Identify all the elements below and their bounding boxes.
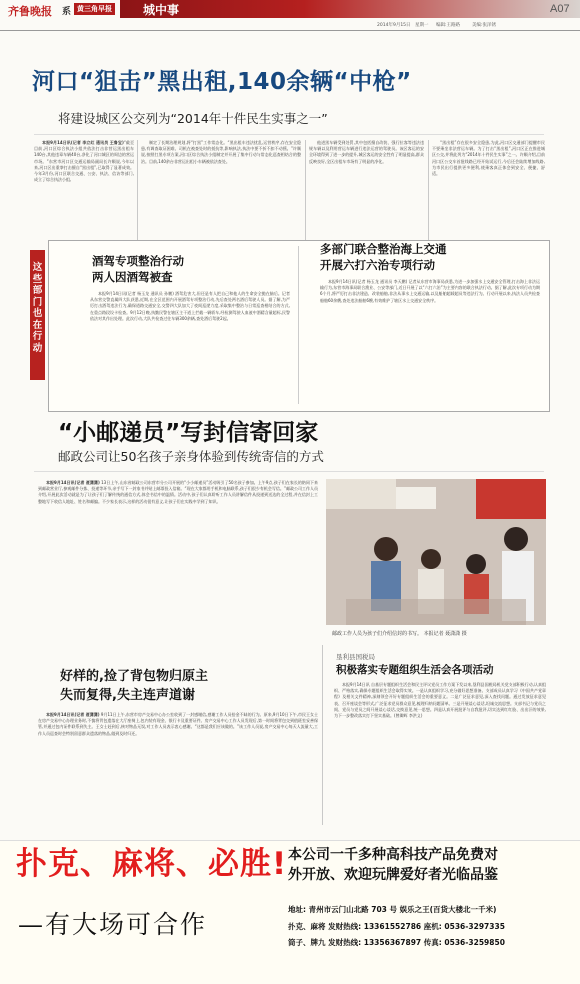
divider: [0, 30, 580, 31]
advert-row-item: 筒子、牌九: [288, 938, 326, 947]
party-story-body: [334, 682, 546, 822]
top-byline: 本报9月14日讯(记者 李立红 通讯员 王鲁宝): [42, 140, 124, 145]
bag-story-text: 9月11日上午,东营市房产交易中心办公室收到了一封感谢信,感谢工作人员拾金不昧的行为。原来,9月10日下午,市民王女士在房产交易中心办理业务时,不慎将背包遗落在大厅座椅上,包内装有现金、银行卡及重要证件。房产交易中心工作人员发现后,第一时间将背包交到值班室妥善保管,并通过包内证件联系到失主。王女士赶到后,核对物品无误,对工作人员表示衷心感谢。“这都是我们应该做的。”该工作人员说,房产交易中心每天人流量大,工作人员巡查时会特别留意群众遗落的物品,做到及时归还。: [38, 712, 318, 736]
top-headline: 河口“狙击”黑出租,140余辆“中枪”: [32, 69, 412, 95]
drunk-headline-2: 两人因酒驾被查: [92, 270, 173, 284]
post-headline: “小邮递员”写封信寄回家: [58, 420, 319, 446]
post-story-body: [38, 480, 318, 640]
party-story-text: 本报9月14日讯 自基层专题组织生活会和民主评议党员工作方案下发以来,垦利县国税局机关党支部积极行动,认真组织、严格落实,确保专题组织生活会取得实效。一是认真组织学习,充分做好思想准备。支部成员认真学习《中国共产党章程》及相关文件精神,深刻领会开好专题组织生活会的重要意义。二是广泛征求意见,深入查找问题。通过发放征求意见表、召开座谈会等形式,广泛征求党员群众意见,梳理归纳问题清单。三是开展谈心谈话,坦诚交流思想。支部书记与党员之间、党员与党员之间开展谈心谈话,交换意见,统一思想。四是认真开展批评与自我批评,切实达到红红脸、出出汗的效果,为下一步整改落实打下坚实基础。(曾卿辉 李洪义): [334, 682, 546, 719]
bag-headline-1: 好样的,捡了背包物归原主: [60, 669, 208, 684]
advert-address: [288, 905, 496, 915]
top-story-col2: [141, 140, 301, 240]
post-photo-caption: 邮政工作人员为孩子们介绍信封的书写。 本报记者 聂潇潇 摄: [332, 631, 467, 637]
advert-row-label: 发财热线:: [328, 922, 362, 931]
drunk-story-text: 本报9月14日讯(记者 杨玉龙 通讯员 孙鹏) 酒驾危害大,但还是有人把自己和他人的生命安全抛在脑后。记者从东营交警直属四大队获悉,近期,在全区范围内开展酒驾专项整治行动,先后查处两名酒后驾驶人员。据了解,为严厉打击酒驾违法行为,确保道路交通安全,交警四大队加大了夜间巡逻力度,采取集中整治与日常巡查相结合的方式,在重点路段设卡检查。9月12日晚,执勤民警在辖区主干道上拦截一辆轿车,经检测驾驶人血液中酒精含量超标,民警依法对其作出处理。此次行动,大队共检查过往车辆300余辆,查处酒后驾驶2起。: [90, 291, 290, 321]
top-story-col4: [432, 140, 545, 240]
advert-row-label: 发财热线:: [328, 938, 362, 947]
top-story-col1: [34, 140, 134, 240]
advert-big-2: —有大场可合作: [18, 910, 208, 939]
column-divider: [322, 645, 323, 825]
date-bar: [0, 22, 575, 30]
side-banner-text: 这些部门也在行动: [32, 262, 43, 354]
advert-tel-label: 传真:: [423, 938, 442, 947]
column-divider: [298, 246, 299, 404]
drunk-headline-1: 酒驾专项整治行动: [92, 254, 184, 268]
sub-brand-badge: 黄三角早报: [74, 3, 115, 15]
bag-story-body: [38, 712, 318, 822]
sea-story-body: [320, 279, 540, 399]
masthead: [0, 0, 580, 18]
sea-story-text: 本报9月14日讯(记者 杨玉龙 通讯员 李天鹏) 记者从东营市海事局获悉,为进一步加强水上交通安全管理,打击海上非法运输行为,东营市海事局联合渔业、公安等部门,近日开展了以“六打六治”为主要内容的联合执法行动。据了解,此次专项行动为期6个月,将严厉打击非法建造、改装船舶,非法从事水上交通运输,以及船舶超载超员等违法行为。行动开展以来,执法人员共检查船舶60余艘,查处违法船舶6艘,有效维护了辖区水上交通安全秩序。: [320, 279, 540, 303]
advert-row-1: [288, 922, 505, 932]
issue-date: 2014年9月15日: [377, 23, 411, 28]
party-headline: 积极落实专题组织生活会各项活动: [336, 664, 494, 676]
editor-credit: 编辑:王路路: [436, 23, 461, 28]
advert-row-2: [288, 938, 505, 948]
post-story-text: 13日上午,山东省邮政公司东营市分公司开展的“小小邮递员”活动吸引了50名孩子参加。上午9点,孩子们在家长的陪同下来到邮政营业厅,参观邮件分拣、投递等环节,亲手写下一封家书并贴上邮票投入信箱。“现在大家都用手机和电脑联系,孩子们很少有机会写信。”邮政公司工作人员介绍,开展此次活动就是为了让孩子们了解传统的通信方式,体会书信中的温情。活动中,孩子们认真聆听工作人员讲解信件从投递到送达的全过程,并在信封上工整地写下收信人地址、姓名和邮编。不少家长表示,这样的活动很有意义,让孩子们在实践中学到了知识。: [38, 480, 318, 504]
section-title: 城中事: [143, 3, 180, 17]
column-divider: [428, 140, 429, 240]
top-story-text: 制定了长期治理规划,将“打黑”工作常态化。“黑出租车违法扰乱,运营秩序,存在安全隐患,有调查取证困难、司机在被查处时的抵抗等,影响执法,执法中要不折不扣不动摇。”许顺说,按照打黑专项方案,河口区综合执法小组制定并开展了集中行动与常态化巡查相结合的整治。目前,140余台非营运出租小车辆被依法查处。: [141, 140, 301, 164]
top-story-text: 他进黑车辆受到处罚,其中包括擅自改装、强行拉客等违法违规车辆以及利用营运车辆进行违法运营的驾驶员。该区客运的安全环境得到了进一步的提升,城区客运的安全性有了明显提高,群众反映良好,全区出租车市场有了明显的净化。: [309, 140, 424, 164]
advert-address-text: 青州市云门山北路 703 号 娱乐之王(百货大楼北一千米): [308, 905, 497, 914]
advert-address-label: 地址:: [288, 905, 306, 914]
sea-headline-1: 多部门联合整治海上交通: [320, 242, 447, 256]
advert-line-2: 外开放、欢迎玩牌爱好者光临品鉴: [288, 867, 498, 883]
advert-tel-label: 座机:: [423, 922, 442, 931]
advert-tel: 0536-3259850: [444, 938, 505, 947]
post-subhead: 邮政公司让50名孩子亲身体验到传统寄信的方式: [58, 449, 324, 464]
designer-credit: 美编:张泽锈: [472, 23, 497, 28]
series-label: 系: [62, 7, 72, 17]
divider: [34, 471, 544, 472]
top-story-col3: [309, 140, 424, 240]
column-divider: [137, 140, 138, 240]
drunk-story-body: [90, 291, 290, 401]
paper-logo: 齐鲁晚报: [8, 5, 52, 18]
top-story-text: “黑出租”存在很多安全隐患,为此,河口区交通部门提醒市民不要乘坐非法营运车辆。为了打击“黑出租”,河口区正在推进城区公交,并将此列为“2014年十件民生实事”之一。许顺介绍,目前河口区公交车首批线路已经开始试运行,今后还会陆续增加线路,为市民出行提供更多便利,使乘客真正体会到安全、便捷、舒适。: [432, 140, 545, 177]
issue-weekday: 星期一: [415, 23, 429, 28]
post-photo: [326, 479, 546, 625]
top-story-text: “截至目前,河口区综合执法小组共依法打击非营运黑出租车140台,其他违章车辆40台,净化了河口城区的周边的营运市场。”东营市河口区交通运输局副局长许顺说,今年以来,河口区出重拳打击擅自“黑出租”,已取得了显著成效。今年3月份,河口区联合交通、公安、执法、信访等部门,成立了综合执法小组,: [34, 140, 134, 183]
section-tab: [120, 0, 580, 18]
top-subhead: 将建设城区公交列为“2014年十件民生实事之一”: [58, 111, 328, 126]
advert-hotline: 13361552786: [363, 922, 422, 931]
column-divider: [305, 140, 306, 240]
advert-line-1: 本公司一千多种高科技产品免费对: [288, 847, 498, 863]
divider: [34, 134, 544, 135]
post-photo-image: [326, 479, 546, 625]
page-number: A07: [550, 3, 570, 15]
advert-tel: 0536-3297335: [444, 922, 505, 931]
advert-big-1: 扑克、麻将、必胜!: [16, 846, 288, 882]
bag-byline: 本报9月14日讯(记者 聂潇潇): [46, 712, 100, 717]
party-kicker: 垦利县国税局: [336, 653, 375, 661]
advert-row-item: 扑克、麻将: [288, 922, 326, 931]
sea-headline-2: 开展六打六治专项行动: [320, 258, 435, 272]
bag-headline-2: 失而复得,失主连声道谢: [60, 688, 195, 703]
advert-hotline: 13356367897: [363, 938, 422, 947]
post-byline: 本报9月14日讯(记者 聂潇潇): [46, 480, 100, 485]
